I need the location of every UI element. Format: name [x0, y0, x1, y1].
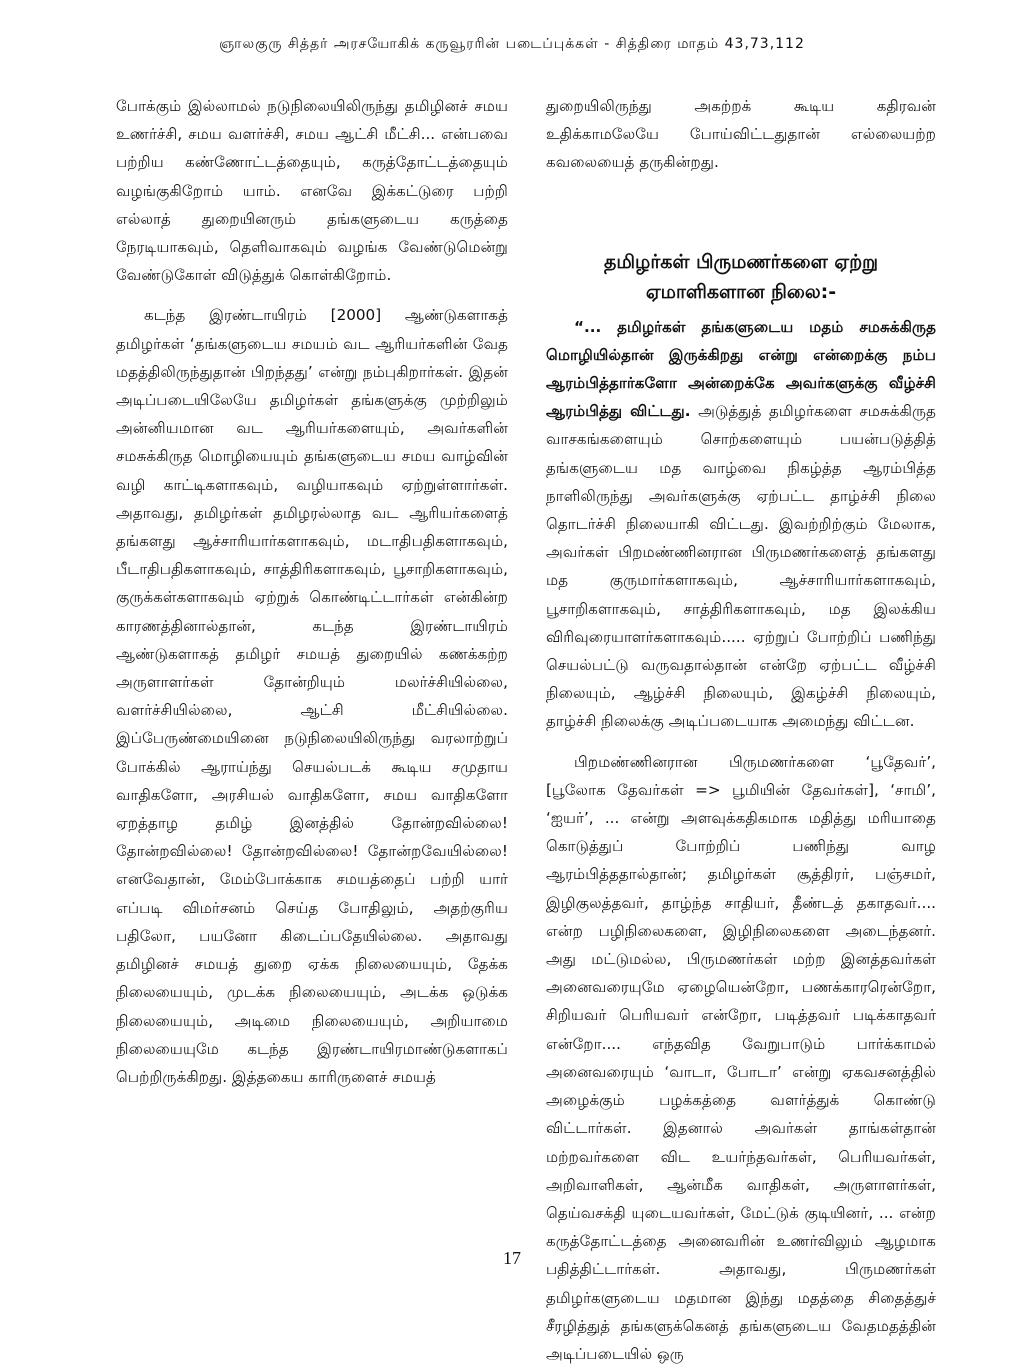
left-paragraph-1: போக்கும் இல்லாமல் நடுநிலையிலிருந்து தமிழினச் சமய உணர்ச்சி, சமய வளர்ச்சி, சமய ஆட்சி மீட்சி... என்பவை பற்றிய கண்ணோட்டத்தையும், கருத்தோட்டத்தையும் வழங்குகிறோம் யாம். எனவே இக்கட்டுரை பற்றி எல்லாத் துறையினரும் தங்களுடைய கருத்தை நேரடியாகவும், தெளிவாகவும் வழங்க வேண்டுமென்று வேண்டுகோள் விடுத்துக் கொள்கிறோம்.: [116, 97, 508, 285]
left-paragraph-2: கடந்த இரண்டாயிரம் [2000] ஆண்டுகளாகத் தமிழர்கள் ‘தங்களுடைய சமயம் வட ஆரியர்களின் வேத மதத்திலிருந்துதான் பிறந்தது’ என்று நம்புகிறார்கள். இதன் அடிப்படையிலேயே தமிழர்கள் தங்களுக்கு முற்றிலும் அன்னியமான வட ஆரியர்களையும், அவர்களின் சமசுக்கிருத மொழியையும் தங்களுடைய சமய வாழ்வின் வழி காட்டிகளாகவும், வழியாகவும் ஏற்றுள்ளார்கள். அதாவது, தமிழர்கள் தமிழரல்லாத வட ஆரியர்களைத் தங்களது ஆச்சாரியார்களாகவும், மடாதிபதிகளாகவும், பீடாதிபதிகளாகவும், சாத்திரிகளாகவும், பூசாறிகளாகவும், குருக்கள்களாகவும் ஏற்றுக் கொண்டிட்டார்கள் என்கின்ற காரணத்தினால்தான், கடந்த இரண்டாயிரம் ஆண்டுகளாகத் தமிழர் சமயத் துறையில் கணக்கற்ற அருளாளர்கள் தோன்றியும் மலர்ச்சியில்லை, வளர்ச்சியில்லை, ஆட்சி மீட்சியில்லை. இப்பேருண்மையினை நடுநிலையிலிருந்து வரலாற்றுப் போக்கில் ஆராய்ந்து செயல்படக் கூடிய சமுதாய வாதிகளோ, அரசியல் வாதிகளோ, சமய வாதிகளோ ஏறத்தாழ தமிழ் இனத்தில் தோன்றவில்லை! தோன்றவில்லை! தோன்றவில்லை! தோன்றவேயில்லை! எனவேதான், மேம்போக்காக சமயத்தைப் பற்றி யார் எப்படி விமர்சனம் செய்த போதிலும், அதற்குரிய பதிலோ, பயனோ கிடைப்பதேயில்லை. அதாவது தமிழினச் சமயத் துறை ஏக்க நிலையையும், தேக்க நிலையையும், முடக்க நிலையையும், அடக்க ஒடுக்க நிலையையும், அடிமை நிலையையும், அறியாமை நிலையையுமே கடந்த இரண்டாயிரமாண்டுகளாகப் பெற்றிருக்கிறது. இத்தகைய காரிருளைச் சமயத்: [116, 306, 508, 1086]
page-number: 17: [503, 1248, 521, 1268]
right-intro-paragraph: துறையிலிருந்து அகற்றக் கூடிய கதிரவன் உதிக்காமலேயே போய்விட்டதுதான் எல்லையற்ற கவலையைத் தருகின்றது.: [546, 97, 936, 172]
section-heading: [546, 247, 936, 307]
quote-bold-text: “... தமிழர்கள் தங்களுடைய மதம் சமசுக்கிருத மொழியில்தான் இருக்கிறது என்று என்றைக்கு நம்ப ஆரம்பித்தார்களோ அன்றைக்கே அவர்களுக்கு வீழ்ச்சி ஆரம்பித்து விட்டது.: [546, 317, 936, 421]
section-heading-line-2: ஏமாளிகளான நிலை:-: [645, 280, 837, 303]
running-header: ஞாலகுரு சித்தர் அரசயோகிக் கருவூரரின் படைப்புக்கள் - சித்திரை மாதம் 43,73,112: [219, 36, 805, 52]
right-paragraph-2: பிறமண்ணினரான பிருமணர்களை ‘பூதேவர்’, [பூலோக தேவர்கள் => பூமியின் தேவர்கள்], ‘சாமி’, ‘ஐயர்’, ... என்று அளவுக்கதிகமாக மதித்து மரியாதை கொடுத்துப் போற்றிப் பணிந்து வாழ ஆரம்பித்ததால்தான்; தமிழர்கள் சூத்திரர், பஞ்சமர், இழிகுலத்தவர், தாழ்ந்த சாதியர், தீண்டத் தகாதவர்.... என்ற பழிநிலைகளை, இழிநிலைகளை அடைந்தனர். அது மட்டுமல்ல, பிருமணர்கள் மற்ற இனத்தவர்கள் அனைவரையுமே ஏழையென்றோ, பணக்காரரென்றோ, சிறியவர் பெரியவர் என்றோ, படித்தவர் படிக்காதவர் என்றோ.... எந்தவித வேறுபாடும் பார்க்காமல் அனைவரையும் ‘வாடா, போடா’ என்று ஏகவசனத்தில் அழைக்கும் பழக்கத்தை வளர்த்துக் கொண்டு விட்டார்கள். இதனால் அவர்கள் தாங்கள்தான் மற்றவர்களை விட உயர்ந்தவர்கள், பெரியவர்கள், அறிவாளிகள், ஆன்மீக வாதிகள், அருளாளர்கள், தெய்வசக்தி யுடையவர்கள், மேட்டுக் குடியினர், ... என்ற கருத்தோட்டத்தை அனைவரின் உணர்விலும் ஆழமாக பதித்திட்டார்கள். அதாவது, பிருமணர்கள் தமிழர்களுடைய மதமான இந்து மதத்தை சிதைத்துச் சீரழித்துத் தங்களுக்கெனத் தங்களுடைய வேதமதத்தின் அடிப்படையில் ஒரு: [546, 752, 936, 1363]
right-column: [546, 92, 936, 1368]
section-heading-line-1: தமிழர்கள் பிருமணர்களை ஏற்று: [603, 250, 879, 273]
left-column: [116, 92, 508, 1091]
quote-rest-text: அடுத்துத் தமிழர்களை சமசுக்கிருத வாசகங்களையும் சொற்களையும் பயன்படுத்தித் தங்களுடைய மத வாழ்வை நிகழ்த்த ஆரம்பித்த நாளிலிருந்து அவர்களுக்கு ஏற்பட்ட தாழ்ச்சி நிலை தொடர்ச்சி நிலையாகி விட்டது. இவற்றிற்கும் மேலாக, அவர்கள் பிறமண்ணினரான பிருமணர்களைத் தங்களது மத குருமார்களாகவும், ஆச்சாரியார்களாகவும், பூசாறிகளாகவும், சாத்திரிகளாகவும், மத இலக்கிய விரிவுரையாளர்களாகவும்..... ஏற்றுப் போற்றிப் பணிந்து செயல்பட்டு வருவதால்தான் என்றே ஏற்பட்ட வீழ்ச்சி நிலையும், ஆழ்ச்சி நிலையும், இகழ்ச்சி நிலையும், தாழ்ச்சி நிலைக்கு அடிப்படையாக அமைந்து விட்டன.: [546, 402, 937, 731]
right-paragraph-1: [546, 313, 936, 736]
